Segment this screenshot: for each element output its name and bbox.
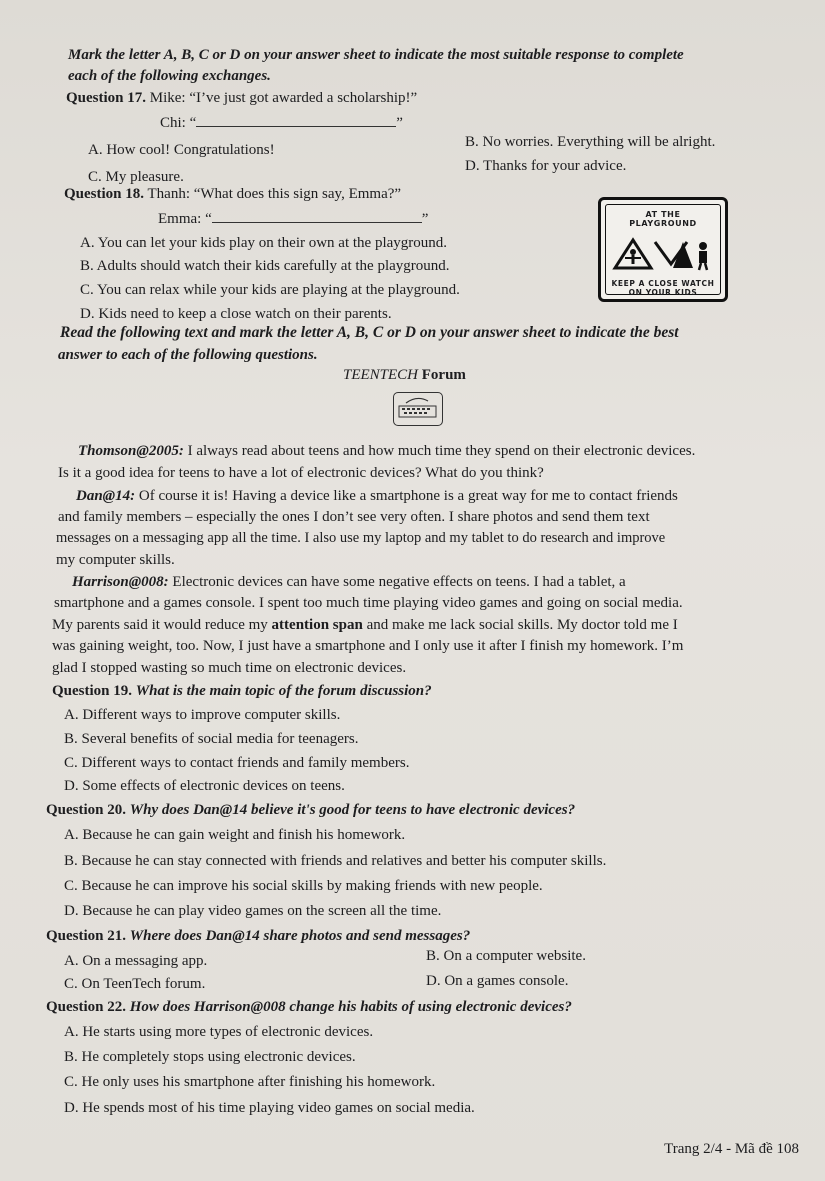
forum-post-harrison-line2: smartphone and a games console. I spent too much time playing video games and going on social media.	[54, 595, 683, 611]
question-19-option-c: C. Different ways to contact friends and family members.	[64, 755, 410, 771]
question-20-option-a: A. Because he can gain weight and finish his homework.	[64, 827, 406, 843]
forum-post-dan-text1: Of course it is! Having a device like a smartphone is a great way for me to contact friends	[135, 488, 678, 504]
forum-post-harrison-text1: Electronic devices can have some negative effects on teens. I had a tablet, a	[168, 574, 626, 590]
playground-sign	[598, 197, 728, 302]
question-19-option-b: B. Several benefits of social media for teenagers.	[64, 731, 359, 747]
question-18-option-a: A. You can let your kids play on their own at the playground.	[80, 235, 448, 251]
question-22-option-c: C. He only uses his smartphone after finishing his homework.	[64, 1074, 436, 1090]
forum-post-dan-line4: my computer skills.	[56, 552, 175, 568]
question-19-prompt: What is the main topic of the forum discussion?	[135, 683, 432, 699]
question-19-option-d: D. Some effects of electronic devices on teens.	[64, 778, 345, 794]
instructions-reading-line1: Read the following text and mark the letter A, B, C or D on your answer sheet to indicate the best	[60, 324, 679, 341]
question-18-option-c: C. You can relax while your kids are playing at the playground.	[80, 282, 460, 298]
attention-span-term: attention span	[271, 617, 363, 633]
sign-bottom-line1: KEEP A CLOSE WATCH	[611, 279, 715, 288]
forum-post-harrison-line4: was gaining weight, too. Now, I just have a smartphone and I only use it after I finish my homework. I’m	[52, 638, 684, 654]
question-17-blank	[196, 114, 396, 127]
sign-top-line1: AT THE	[645, 210, 681, 219]
forum-title	[343, 366, 466, 384]
forum-title-brand: TEENTECH	[343, 367, 419, 383]
question-20-option-d: D. Because he can play video games on the screen all the time.	[64, 903, 442, 919]
sign-bottom-line2: ON YOUR KIDS	[628, 288, 698, 297]
instructions-exchanges-line2: each of the following exchanges.	[68, 68, 271, 84]
forum-post-harrison-line5: glad I stopped wasting so much time on electronic devices.	[52, 660, 407, 676]
question-17-reply	[160, 114, 403, 132]
question-21-label: Question 21.	[46, 928, 127, 944]
question-17-prompt: Mike: “I’ve just got awarded a scholarship!”	[149, 90, 418, 106]
question-18	[64, 185, 401, 203]
question-21-option-d: D. On a games console.	[426, 973, 569, 989]
question-17-reply-suffix: ”	[396, 115, 403, 131]
keyboard-icon	[393, 392, 443, 426]
question-17-option-a: A. How cool! Congratulations!	[88, 142, 275, 158]
forum-post-harrison-line1	[72, 573, 626, 591]
question-18-blank	[212, 210, 422, 223]
forum-post-thomson-line1	[78, 442, 695, 460]
question-22-option-d: D. He spends most of his time playing video games on social media.	[64, 1100, 475, 1116]
question-18-reply	[158, 210, 428, 228]
question-21-prompt: Where does Dan@14 share photos and send messages?	[129, 928, 471, 944]
forum-user-thomson: Thomson@2005:	[78, 443, 184, 459]
question-18-option-b: B. Adults should watch their kids carefully at the playground.	[80, 258, 450, 274]
question-22-prompt: How does Harrison@008 change his habits of using electronic devices?	[129, 999, 572, 1015]
question-20-prompt: Why does Dan@14 believe it's good for teens to have electronic devices?	[129, 802, 576, 818]
forum-title-rest: Forum	[418, 367, 466, 383]
forum-user-dan: Dan@14:	[76, 488, 136, 504]
instructions-reading-line2: answer to each of the following questions.	[58, 347, 318, 363]
question-17-option-b: B. No worries. Everything will be alright.	[465, 134, 716, 150]
question-21-option-b: B. On a computer website.	[426, 948, 586, 964]
question-17-reply-prefix: Chi: “	[160, 115, 197, 131]
question-22	[46, 998, 572, 1016]
forum-post-harrison-text3b: and make me lack social skills. My doctor told me I	[362, 617, 678, 633]
page-footer: Trang 2/4 - Mã đề 108	[664, 1141, 799, 1157]
question-22-option-a: A. He starts using more types of electronic devices.	[64, 1024, 374, 1040]
question-20	[46, 801, 575, 819]
question-17-label: Question 17.	[66, 90, 147, 106]
forum-post-dan-line3: messages on a messaging app all the time. I also use my laptop and my tablet to do research and improve	[56, 530, 666, 546]
question-21-option-a: A. On a messaging app.	[64, 953, 208, 969]
question-20-option-c: C. Because he can improve his social skills by making friends with new people.	[64, 878, 543, 894]
question-19	[52, 682, 432, 700]
question-18-prompt: Thanh: “What does this sign say, Emma?”	[147, 186, 402, 202]
adult-child-pictogram-icon	[611, 234, 715, 272]
question-18-reply-suffix: ”	[421, 211, 429, 227]
forum-user-harrison: Harrison@008:	[72, 574, 169, 590]
question-22-label: Question 22.	[46, 999, 127, 1015]
question-18-option-d: D. Kids need to keep a close watch on their parents.	[80, 306, 392, 322]
question-17	[66, 89, 417, 107]
forum-post-dan-line2: and family members – especially the ones I don’t see very often. I share photos and send them text	[58, 509, 650, 525]
question-17-option-c: C. My pleasure.	[88, 169, 184, 185]
question-20-option-b: B. Because he can stay connected with friends and relatives and better his computer skills.	[64, 853, 607, 869]
question-22-option-b: B. He completely stops using electronic devices.	[64, 1049, 356, 1065]
forum-post-harrison-line3	[52, 616, 678, 634]
forum-post-harrison-text3a: My parents said it would reduce my	[52, 617, 272, 633]
forum-post-dan-line1	[76, 487, 678, 505]
instructions-exchanges-line1: Mark the letter A, B, C or D on your answer sheet to indicate the most suitable response to complete	[68, 47, 684, 63]
question-19-option-a: A. Different ways to improve computer skills.	[64, 707, 341, 723]
question-21-option-c: C. On TeenTech forum.	[64, 976, 206, 992]
question-20-label: Question 20.	[46, 802, 127, 818]
question-19-label: Question 19.	[52, 683, 133, 699]
question-18-reply-prefix: Emma: “	[158, 211, 212, 227]
forum-post-thomson-text1: I always read about teens and how much time they spend on their electronic devices.	[183, 443, 696, 459]
forum-post-thomson-line2: Is it a good idea for teens to have a lot of electronic devices? What do you think?	[58, 465, 544, 481]
question-21	[46, 927, 470, 945]
question-18-label: Question 18.	[64, 186, 145, 202]
question-17-option-d: D. Thanks for your advice.	[465, 158, 627, 174]
sign-top-line2: PLAYGROUND	[629, 219, 697, 228]
